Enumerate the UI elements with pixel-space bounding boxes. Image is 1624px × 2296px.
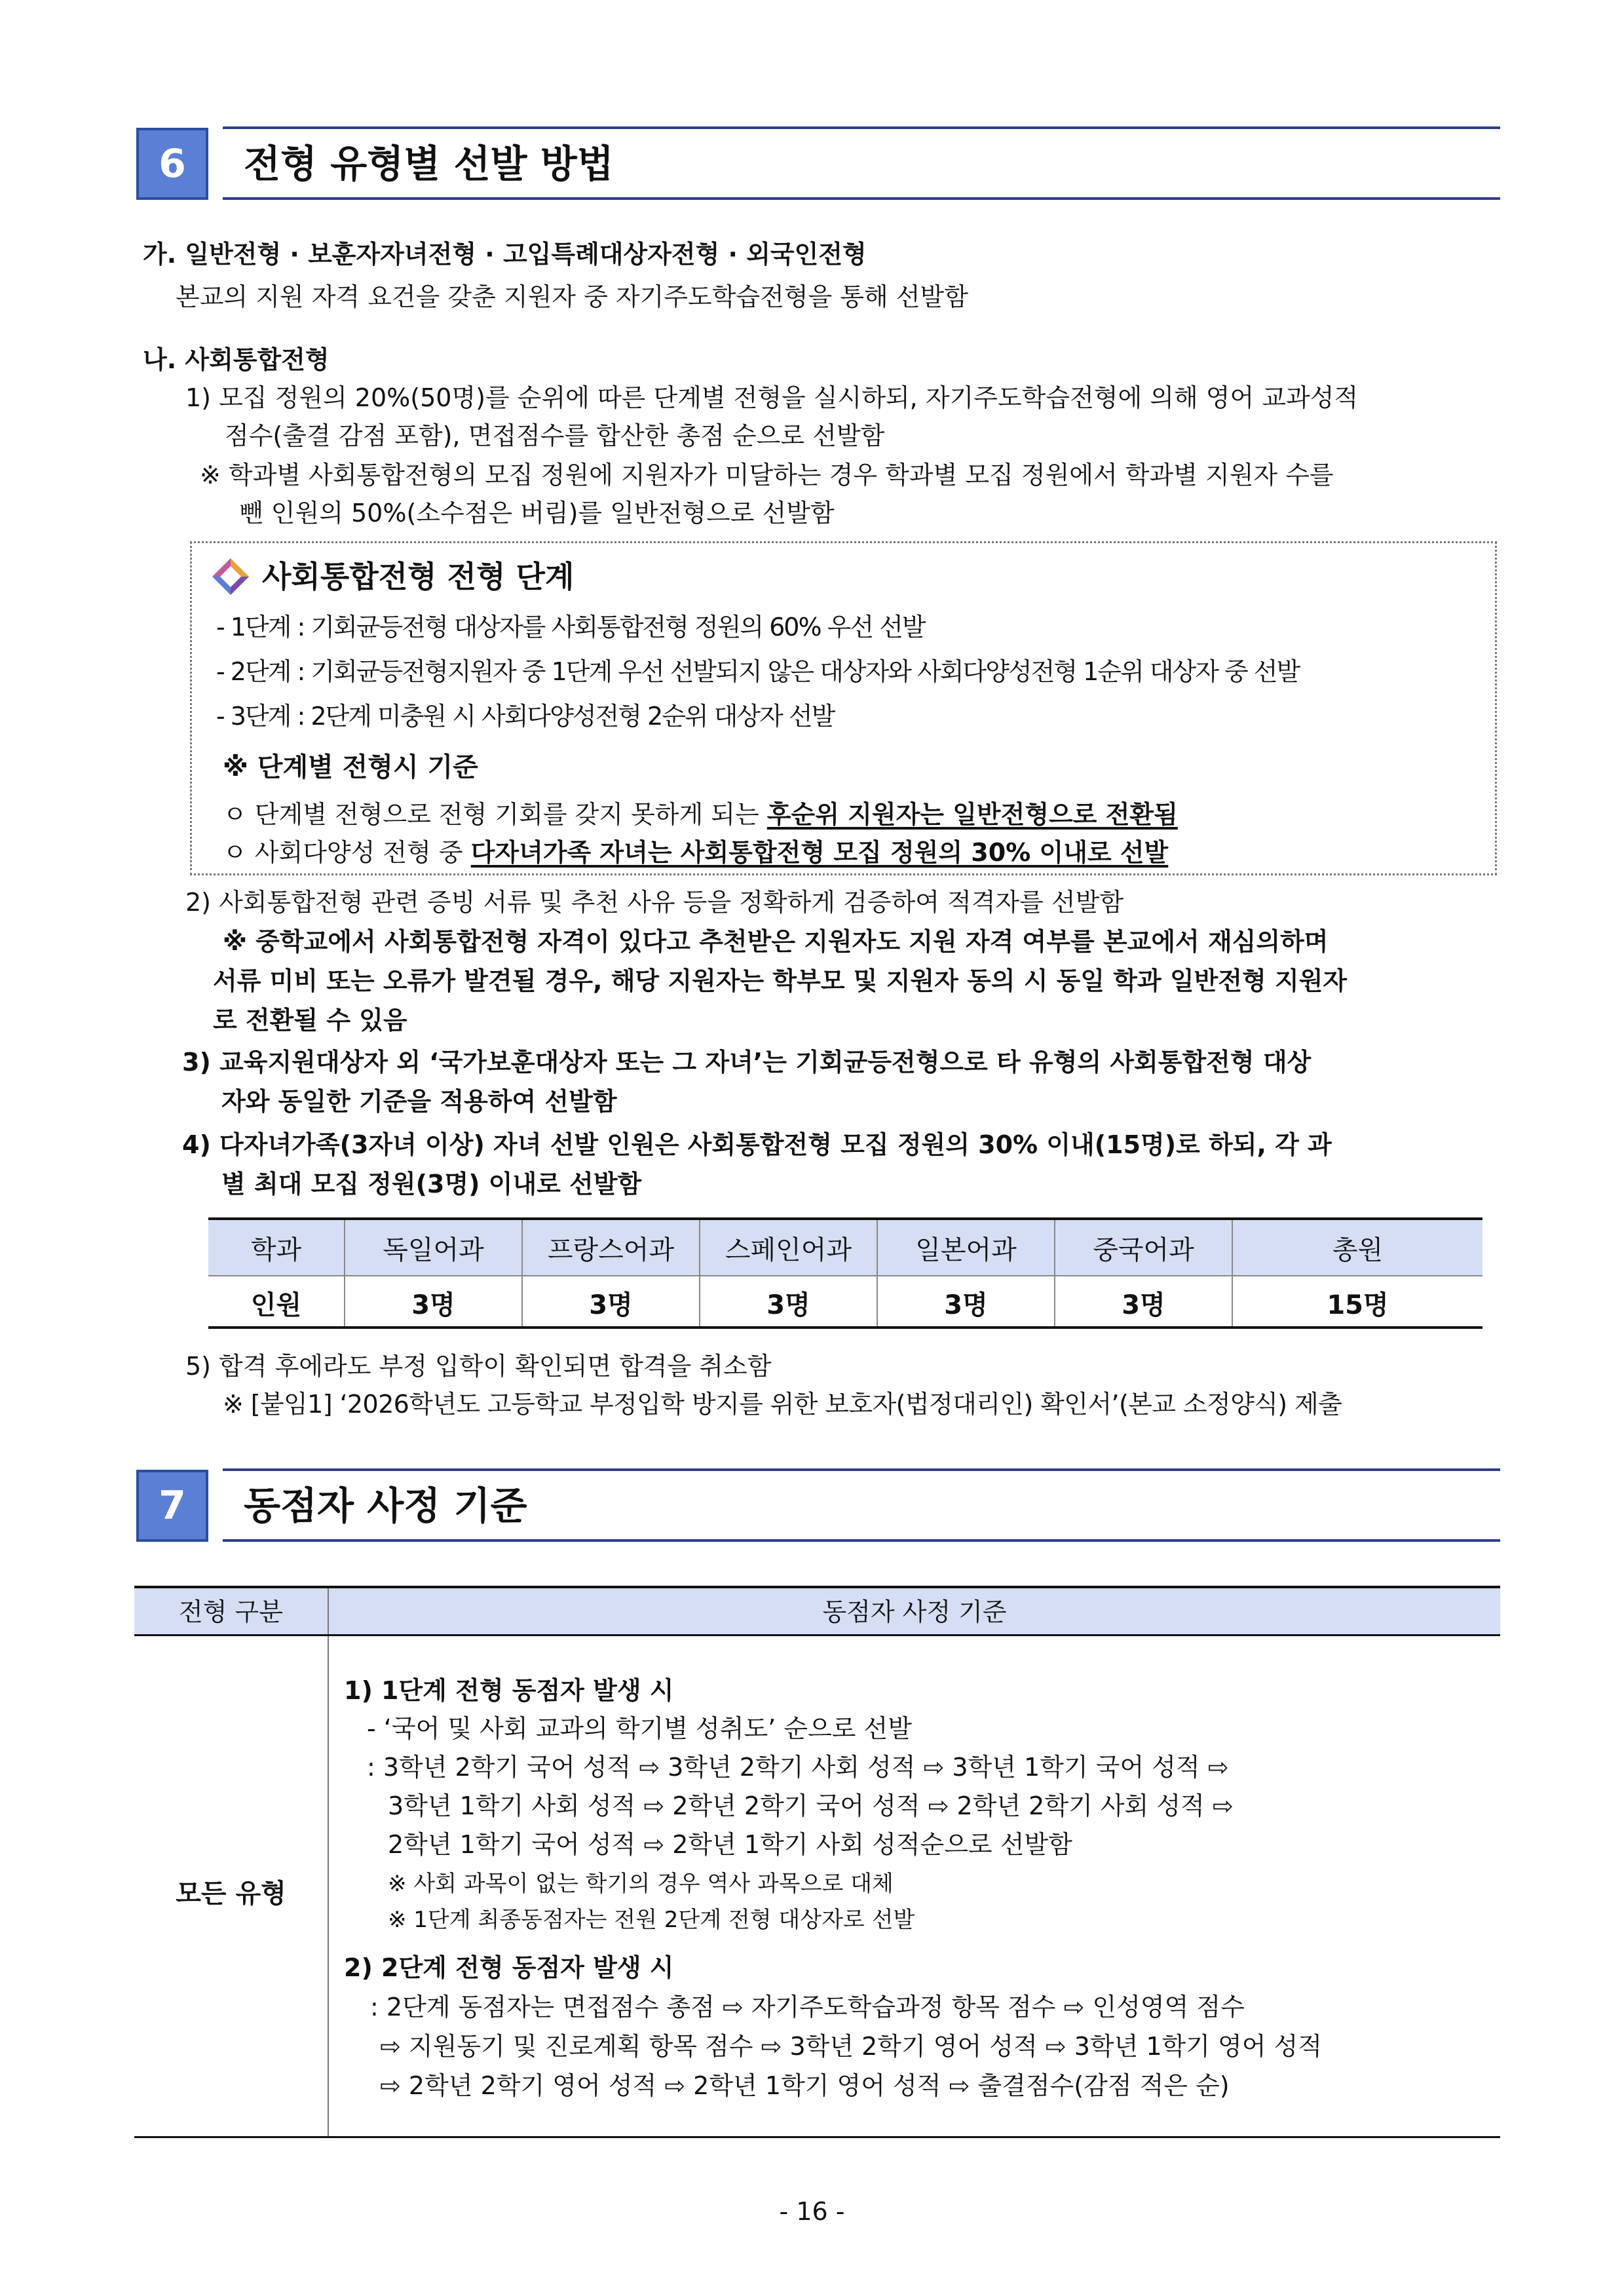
tiebreak-stage-2-line-b: ⇨ 지원동기 및 진로계획 항목 점수 ⇨ 3학년 2학기 영어 성적 ⇨ 3학년 1학기 영어 성적: [380, 2032, 1322, 2061]
tiebreak-table-bottom-border: [134, 2136, 1500, 2138]
quota-cell: 3명: [877, 1276, 1055, 1329]
item-4-line-2: 별 최대 모집 정원(3명) 이내로 선발함: [221, 1170, 642, 1198]
criteria-2-text: ㅇ 사회다양성 전형 중: [223, 838, 471, 867]
section-6-bottom-rule: [223, 197, 1500, 200]
tiebreak-stage-2-line-c: ⇨ 2학년 2학기 영어 성적 ⇨ 2학년 1학기 영어 성적 ⇨ 출결점수(감점 적은 순): [380, 2071, 1230, 2100]
tiebreak-stage-2-line-a: : 2단계 동점자는 면접점수 총점 ⇨ 자기주도학습과정 항목 점수 ⇨ 인성영역 점수: [370, 1993, 1245, 2021]
quota-table: [208, 1220, 1482, 1329]
section-7-number: 7: [136, 1470, 208, 1542]
quota-table-bottom-border: [208, 1326, 1482, 1329]
tiebreak-stage-1-line-b: : 3학년 2학기 국어 성적 ⇨ 3학년 2학기 사회 성적 ⇨ 3학년 1학기 국어 성적 ⇨: [367, 1753, 1229, 1782]
subsection-a-heading: 가. 일반전형 · 보훈자자녀전형 · 고입특례대상자전형 · 외국인전형: [143, 240, 867, 269]
quota-table-row: [208, 1276, 1482, 1329]
item-2-note-line-1: ※ 중학교에서 사회통합전형 자격이 있다고 추천받은 지원자도 지원 자격 여부를 본교에서 재심의하며: [223, 927, 1329, 956]
item-3-line-2: 자와 동일한 기준을 적용하여 선발함: [221, 1087, 617, 1116]
stages-box-title: 사회통합전형 전형 단계: [262, 559, 575, 594]
quota-cell: 3명: [522, 1276, 700, 1329]
section-7-top-rule: [223, 1468, 1500, 1471]
quota-cell: 15명: [1232, 1276, 1482, 1329]
criteria-2: [223, 836, 1168, 869]
quota-header-cell: 스페인어과: [700, 1220, 877, 1276]
tiebreak-stage-1-line-d: 2학년 1학기 국어 성적 ⇨ 2학년 1학기 사회 성적순으로 선발함: [388, 1830, 1072, 1859]
item-1-line-1: 1) 모집 정원의 20%(50명)를 순위에 따른 단계별 전형을 실시하되, 자기주도학습전형에 의해 영어 교과성적: [185, 383, 1359, 412]
criteria-1-emphasis: 후순위 지원자는 일반전형으로 전환됨: [766, 800, 1178, 829]
item-1-note-line-2: 뺀 인원의 50%(소수점은 버림)를 일반전형으로 선발함: [239, 499, 835, 527]
quota-header-cell: 중국어과: [1055, 1220, 1232, 1276]
section-6-top-rule: [223, 126, 1500, 129]
tiebreak-stage-1-heading: 1) 1단계 전형 동점자 발생 시: [344, 1676, 674, 1705]
quota-header-cell: 독일어과: [345, 1220, 522, 1276]
quota-cell: 3명: [700, 1276, 877, 1329]
quota-header-cell: 프랑스어과: [522, 1220, 700, 1276]
quota-cell: 인원: [250, 1290, 302, 1320]
quota-header-cell: 일본어과: [877, 1220, 1055, 1276]
stage-2: - 2단계 : 기회균등전형지원자 중 1단계 우선 선발되지 않은 대상자와 사회다양성전형 1순위 대상자 중 선발: [216, 657, 1300, 686]
page-number: - 16 -: [779, 2197, 845, 2226]
section-7-title: 동점자 사정 기준: [244, 1483, 527, 1528]
quota-header-cell: 학과: [208, 1220, 345, 1276]
section-6-number: 6: [136, 128, 208, 200]
tiebreak-header-col2: 동점자 사정 기준: [822, 1598, 1007, 1626]
criteria-1: [223, 798, 1178, 831]
item-3-line-1: 3) 교육지원대상자 외 ‘국가보훈대상자 또는 그 자녀’는 기회균등전형으로 타 유형의 사회통합전형 대상: [182, 1048, 1312, 1077]
quota-table-header-row: [208, 1220, 1482, 1276]
tiebreak-row-label: 모든 유형: [176, 1879, 286, 1909]
tiebreak-stage-1-note-1: ※ 사회 과목이 없는 학기의 경우 역사 과목으로 대체: [388, 1871, 894, 1897]
item-4-line-1: 4) 다자녀가족(3자녀 이상) 자녀 선발 인원은 사회통합전형 모집 정원의 30% 이내(15명)로 하되, 각 과: [182, 1130, 1332, 1159]
section-7-bottom-rule: [223, 1539, 1500, 1542]
subsection-a-body: 본교의 지원 자격 요건을 갖춘 지원자 중 자기주도학습전형을 통해 선발함: [176, 282, 968, 311]
tiebreak-stage-1-line-a: - ‘국어 및 사회 교과의 학기별 성취도’ 순으로 선발: [367, 1714, 912, 1743]
tiebreak-stage-1-line-c: 3학년 1학기 사회 성적 ⇨ 2학년 2학기 국어 성적 ⇨ 2학년 2학기 사회 성적 ⇨: [388, 1791, 1234, 1820]
section-6-title: 전형 유형별 선발 방법: [244, 142, 614, 186]
stage-3: - 3단계 : 2단계 미충원 시 사회다양성전형 2순위 대상자 선발: [216, 702, 835, 731]
quota-cell: 3명: [345, 1276, 522, 1329]
item-2-note-line-2: 서류 미비 또는 오류가 발견될 경우, 해당 지원자는 학부모 및 지원자 동의 시 동일 학과 일반전형 지원자: [213, 966, 1348, 995]
quota-header-cell: 총원: [1232, 1220, 1482, 1276]
item-2-note-line-3: 로 전환될 수 있음: [213, 1006, 407, 1035]
subsection-b-heading: 나. 사회통합전형: [143, 345, 330, 374]
tiebreak-stage-1-note-2: ※ 1단계 최종동점자는 전원 2단계 전형 대상자로 선발: [388, 1907, 915, 1933]
criteria-1-text: ㅇ 단계별 전형으로 전형 기회를 갖지 못하게 되는: [223, 800, 767, 829]
item-1-line-2: 점수(출결 감점 포함), 면접점수를 합산한 총점 순으로 선발함: [225, 421, 885, 450]
tiebreak-header-col1: 전형 구분: [179, 1598, 283, 1626]
tiebreak-stage-2-heading: 2) 2단계 전형 동점자 발생 시: [344, 1953, 674, 1982]
item-2: 2) 사회통합전형 관련 증빙 서류 및 추천 사유 등을 정확하게 검증하여 적격자를 선발함: [185, 888, 1124, 917]
stage-1: - 1단계 : 기회균등전형 대상자를 사회통합전형 정원의 60% 우선 선발: [216, 613, 925, 641]
item-1-note-line-1: ※ 학과별 사회통합전형의 모집 정원에 지원자가 미달하는 경우 학과별 모집 정원에서 학과별 지원자 수를: [200, 461, 1334, 489]
diamond-bullet-icon: [211, 557, 250, 596]
item-5-note: ※ [붙임1] ‘2026학년도 고등학교 부정입학 방지를 위한 보호자(법정대리인) 확인서’(본교 소정양식) 제출: [223, 1390, 1342, 1419]
tiebreak-col-divider: [328, 1588, 329, 2136]
item-5: 5) 합격 후에라도 부정 입학이 확인되면 합격을 취소함: [185, 1352, 772, 1381]
stage-criteria-heading: ※ 단계별 전형시 기준: [223, 752, 478, 782]
criteria-2-emphasis: 다자녀가족 자녀는 사회통합전형 모집 정원의 30% 이내로 선발: [470, 838, 1169, 867]
quota-cell: 3명: [1055, 1276, 1232, 1329]
